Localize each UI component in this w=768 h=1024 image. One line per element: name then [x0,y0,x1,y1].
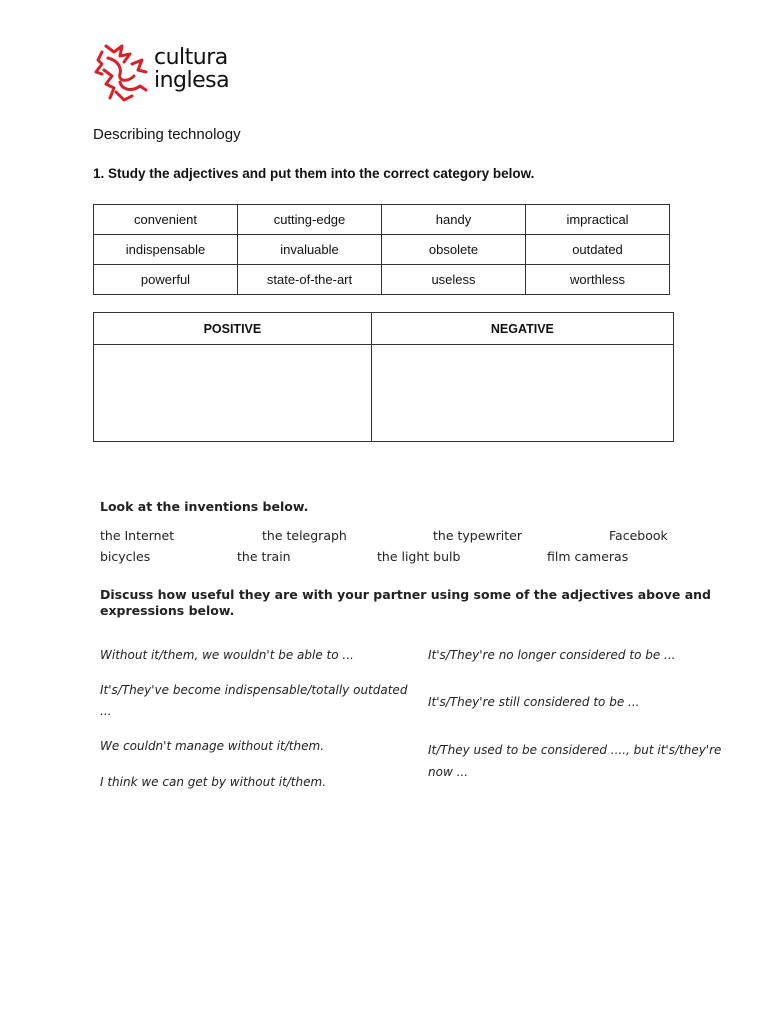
negative-header: NEGATIVE [371,313,673,345]
adjectives-table [93,204,670,295]
invention-item: the light bulb [377,549,461,564]
lion-logo-icon [92,42,150,104]
adjective-cell: invaluable [238,235,382,265]
adjective-cell: worthless [526,265,670,295]
expression-right: now ... [428,765,469,779]
expression-left: It's/They've become indispensable/totally outdated [100,683,408,697]
brand-line-2: inglesa [154,68,230,93]
positive-header: POSITIVE [94,313,372,345]
invention-item: film cameras [547,549,629,564]
adjective-cell: obsolete [382,235,526,265]
positive-answer-area[interactable] [94,345,372,442]
brand-line-1: cultura [154,45,228,70]
invention-item: the telegraph [262,528,347,543]
adjective-cell: convenient [94,205,238,235]
expression-left: We couldn't manage without it/them. [100,739,325,753]
page-title: Describing technology [93,126,241,143]
category-table [93,312,674,442]
expression-right: It's/They're still considered to be ... [428,695,640,709]
expression-left: ... [100,704,112,718]
table-row [94,265,670,295]
table-row [94,235,670,265]
invention-item: the Internet [100,528,175,543]
invention-item: the train [237,549,291,564]
invention-item: bicycles [100,549,151,564]
instruction: 1. Study the adjectives and put them into the correct category below. [93,166,535,181]
expression-left: I think we can get by without it/them. [100,775,327,789]
expression-right: It's/They're no longer considered to be ... [428,648,676,662]
adjective-cell: powerful [94,265,238,295]
adjective-cell: useless [382,265,526,295]
adjective-cell: impractical [526,205,670,235]
expression-right: It/They used to be considered ...., but it's/they're [428,743,722,757]
table-row [94,205,670,235]
negative-answer-area[interactable] [371,345,673,442]
invention-item: the typewriter [433,528,522,543]
inventions-heading: Look at the inventions below. [100,499,309,514]
adjective-cell: handy [382,205,526,235]
adjective-cell: cutting-edge [238,205,382,235]
discussion-instruction: Discuss how useful they are with your partner using some of the adjectives above and expressions below. [100,587,711,618]
expression-left: Without it/them, we wouldn't be able to ... [100,648,354,662]
adjective-cell: state-of-the-art [238,265,382,295]
invention-item: Facebook [609,528,668,543]
adjective-cell: outdated [526,235,670,265]
cultura-inglesa-logo [92,42,237,104]
adjective-cell: indispensable [94,235,238,265]
